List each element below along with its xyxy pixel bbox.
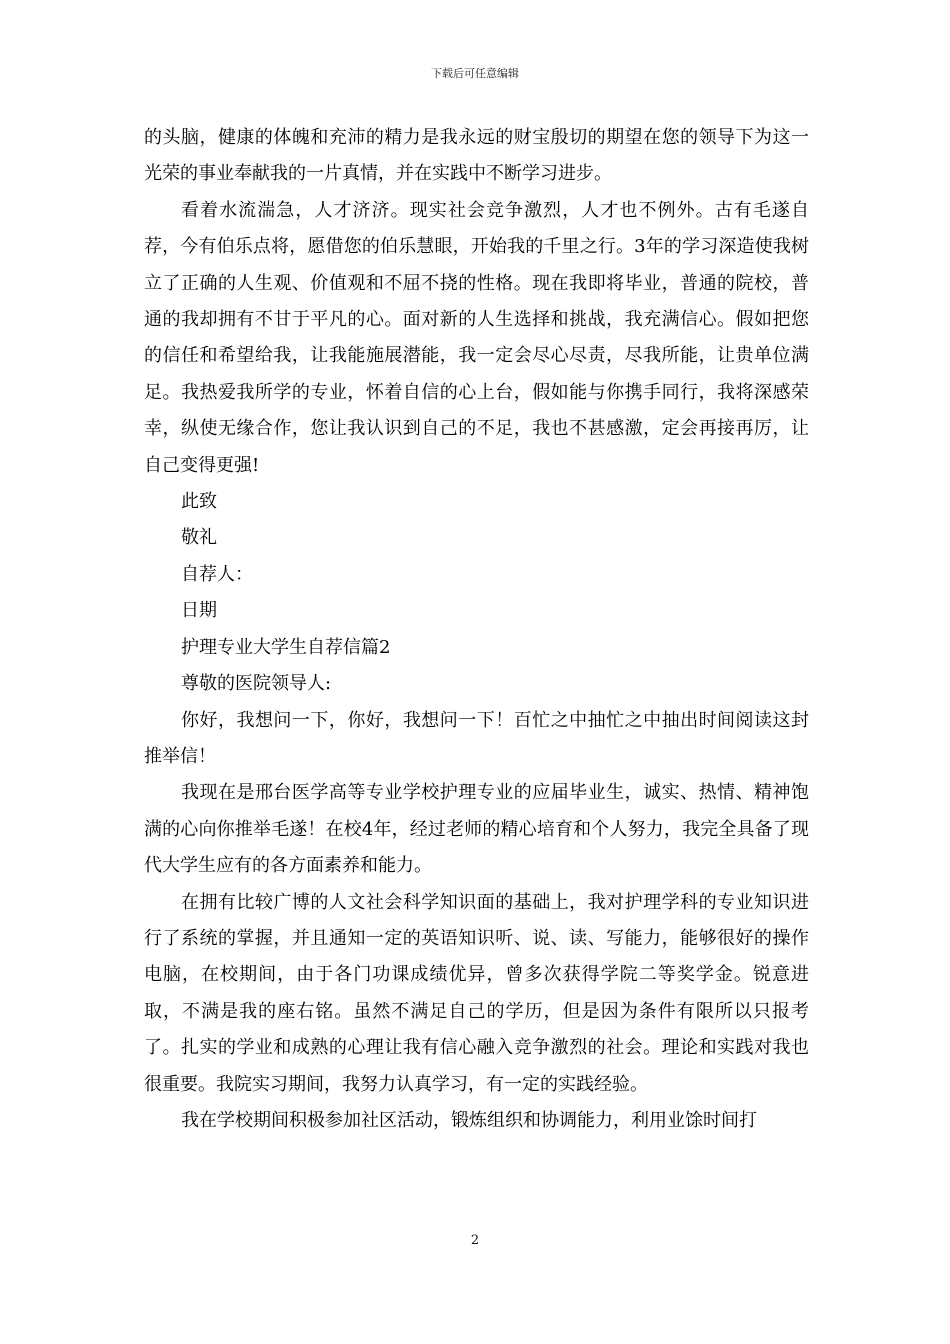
section-title: 护理专业大学生自荐信篇2 bbox=[181, 636, 391, 658]
closing-salutation-1: 此致 bbox=[181, 491, 217, 513]
paragraph-1: 的头脑，健康的体魄和充沛的精力是我永远的财宝殷切的期望在您的领导下为这一光荣的事业奉献我的一片真情，并在实践中不断学习进步。 bbox=[144, 127, 809, 185]
page-header: 下载后可任意编辑 bbox=[431, 67, 519, 80]
closing-salutation-2: 敬礼 bbox=[181, 527, 217, 549]
paragraph-2: 看着水流湍急，人才济济。现实社会竞争激烈，人才也不例外。古有毛遂自荐，今有伯乐点将，愿借您的伯乐慧眼，开始我的千里之行。3年的学习深造使我树立了正确的人生观、价值观和不屈不挠的性格。现在我即将毕业，普通的院校，普通的我却拥有不甘于平凡的心。面对新的人生选择和挑战，我充满信心。假如把您的信任和希望给我，让我能施展潜能，我一定会尽心尽责，尽我所能，让贵单位满足。我热爱我所学的专业，怀着自信的心上台，假如能与你携手同行，我将深感荣幸，纵使无缘合作，您让我认识到自己的不足，我也不甚感激，定会再接再厉，让自己变得更强! bbox=[144, 199, 809, 476]
signature-label: 自荐人： bbox=[181, 563, 253, 585]
paragraph-skills: 在拥有比较广博的人文社会科学知识面的基础上，我对护理学科的专业知识进行了系统的掌握，并且通知一定的英语知识听、说、读、写能力，能够很好的操作电脑，在校期间，由于各门功课成绩优异，曾多次获得学院二等奖学金。锐意进取，不满是我的座右铭。虽然不满足自己的学历，但是因为条件有限所以只报考了。扎实的学业和成熟的心理让我有信心融入竞争激烈的社会。理论和实践对我也很重要。我院实习期间，我努力认真学习，有一定的实践经验。 bbox=[144, 891, 809, 1095]
date-label: 日期 bbox=[181, 600, 217, 622]
paragraph-intro: 你好，我想问一下，你好，我想问一下！百忙之中抽忙之中抽出时间阅读这封推举信！ bbox=[144, 709, 809, 767]
paragraph-activities: 我在学校期间积极参加社区活动，锻炼组织和协调能力，利用业馀时间打 bbox=[181, 1109, 757, 1131]
paragraph-background: 我现在是邢台医学高等专业学校护理专业的应届毕业生，诚实、热情、精神饱满的心向你推举毛遂！在校4年，经过老师的精心培育和个人努力，我完全具备了现代大学生应有的各方面素养和能力。 bbox=[144, 782, 809, 877]
letter-greeting: 尊敬的医院领导人: bbox=[181, 673, 332, 695]
page-number: 2 bbox=[470, 1233, 480, 1248]
document-body bbox=[144, 120, 809, 1139]
